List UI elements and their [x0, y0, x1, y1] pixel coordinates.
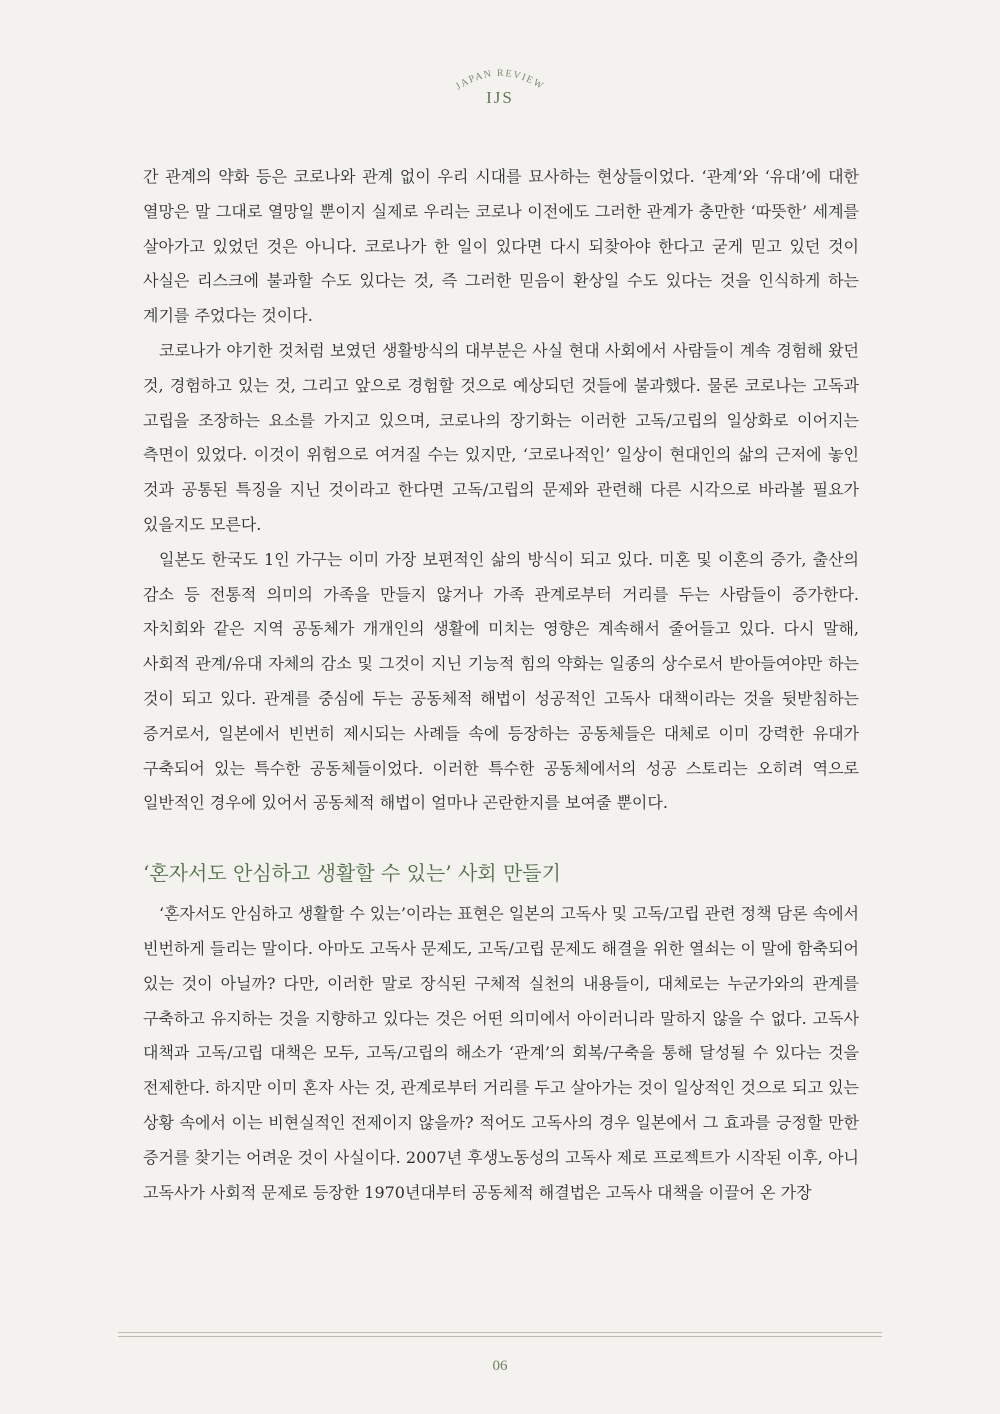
body-paragraph: 일본도 한국도 1인 가구는 이미 가장 보편적인 삶의 방식이 되고 있다. 미혼 및 이혼의 증가, 출산의 감소 등 전통적 의미의 가족을 만들지 않거나 가족 관계로부터 거리를 두는 사람들이 증가한다. 자치회와 같은 지역 공동체가 개개인의 생활에 미치는 영향은 계속해서 줄어들고 있다. 다시 말해, 사회적 관계/유대 자체의 감소 및 그것이 지닌 기능적 힘의 약화는 일종의 상수로서 받아들여야만 하는 것이 되고 있다. 관계를 중심에 두는 공동체적 해법이 성공적인 고독사 대책이라는 것을 뒷받침하는 증거로서, 일본에서 빈번히 제시되는 사례들 속에 등장하는 공동체들은 대체로 이미 강력한 유대가 구축되어 있는 특수한 공동체들이었다. 이러한 특수한 공동체에서의 성공 스토리는 오히려 역으로 일반적인 경우에 있어서 공동체적 해법이 얼마나 곤란한지를 보여줄 뿐이다. [143, 549, 859, 813]
footer-divider [118, 1336, 882, 1337]
journal-logo: IJS [486, 88, 514, 107]
body-paragraph: 코로나가 야기한 것처럼 보였던 생활방식의 대부분은 사실 현대 사회에서 사람들이 계속 경험해 왔던 것, 경험하고 있는 것, 그리고 앞으로 경험할 것으로 예상되던 것들에 불과했다. 물론 코로나는 고독과 고립을 조장하는 요소를 가지고 있으며, 코로나의 장기화는 이러한 고독/고립의 일상화로 이어지는 측면이 있었다. 이것이 위험으로 여겨질 수는 있지만, ‘코로나적인’ 일상이 현대인의 삶의 근저에 놓인 것과 공통된 특징을 지닌 것이라고 한다면 고독/고립의 문제와 관련해 다른 시각으로 바라볼 필요가 있을지도 모른다. [143, 340, 859, 534]
page-number: 06 [492, 1358, 508, 1374]
masthead [0, 60, 1000, 120]
arc-title-text: JAPAN REVIEW [453, 67, 547, 93]
article-body [143, 160, 859, 1210]
body-paragraph: 간 관계의 약화 등은 코로나와 관계 없이 우리 시대를 묘사하는 현상들이었다. ‘관계’와 ‘유대’에 대한 열망은 말 그대로 열망일 뿐이지 실제로 우리는 코로나 이전에도 그러한 관계가 충만한 ‘따뜻한’ 세계를 살아가고 있었던 것은 아니다. 코로나가 한 일이 있다면 다시 되찾아야 한다고 굳게 믿고 있던 것이 사실은 리스크에 불과할 수도 있다는 것, 즉 그러한 믿음이 환상일 수도 있다는 것을 인식하게 하는 계기를 주었다는 것이다. [143, 167, 859, 326]
body-paragraph: ‘혼자서도 안심하고 생활할 수 있는’이라는 표현은 일본의 고독사 및 고독/고립 관련 정책 담론 속에서 빈번하게 들리는 말이다. 아마도 고독사 문제도, 고독/고립 문제도 해결을 위한 열쇠는 이 말에 함축되어 있는 것이 아닐까? 다만, 이러한 말로 장식된 구체적 실천의 내용들이, 대체로는 누군가와의 관계를 구축하고 유지하는 것을 지향하고 있다는 것은 어떤 의미에서 아이러니라 말하지 않을 수 없다. 고독사 대책과 고독/고립 대책은 모두, 고독/고립의 해소가 ‘관계’의 회복/구축을 통해 달성될 수 있다는 것을 전제한다. 하지만 이미 혼자 사는 것, 관계로부터 거리를 두고 살아가는 것이 일상적인 것으로 되고 있는 상황 속에서 이는 비현실적인 전제이지 않을까? 적어도 고독사의 경우 일본에서 그 효과를 긍정할 만한 증거를 찾기는 어려운 것이 사실이다. 2007년 후생노동성의 고독사 제로 프로젝트가 시작된 이후, 아니 고독사가 사회적 문제로 등장한 1970년대부터 공동체적 해결법은 고독사 대책을 이끌어 온 가장 [143, 904, 859, 1202]
section-heading: ‘혼자서도 안심하고 생활할 수 있는’ 사회 만들기 [143, 861, 561, 886]
footer-divider [118, 1332, 882, 1333]
